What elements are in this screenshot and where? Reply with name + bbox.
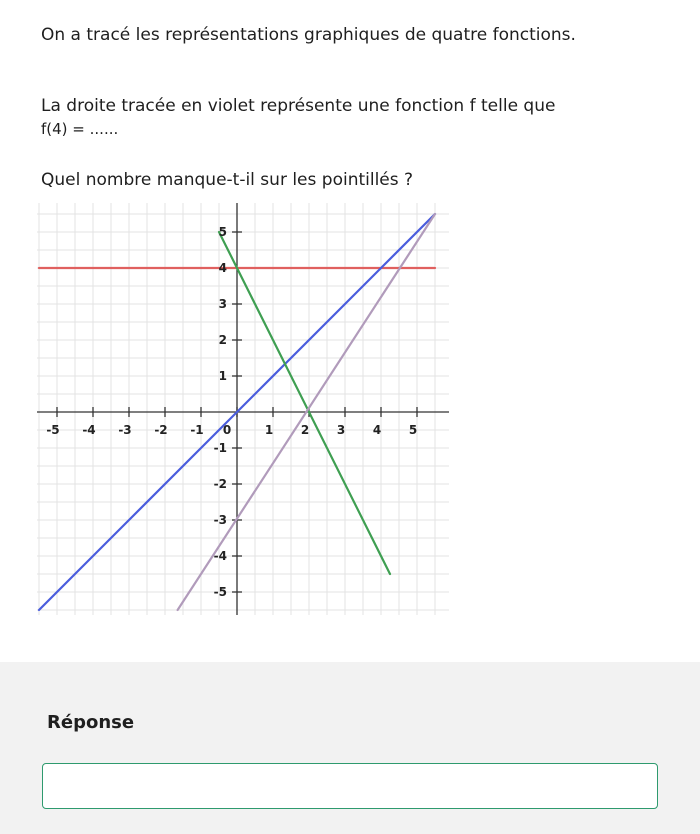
x-tick-label: 0: [222, 423, 232, 437]
y-tick-label: -3: [213, 513, 227, 527]
graph-axes: [37, 203, 449, 615]
x-tick-label: -2: [154, 423, 168, 437]
answer-title: Réponse: [47, 712, 135, 733]
y-tick-label: -4: [213, 549, 227, 563]
answer-section: [0, 662, 700, 834]
equation-blank: ......: [89, 120, 119, 138]
question-prompt: Quel nombre manque-t-il sur les pointillés ?: [41, 170, 414, 190]
question-statement: [41, 95, 661, 141]
y-tick-label: 3: [218, 297, 227, 311]
x-tick-label: 2: [300, 423, 310, 437]
equation-lhs: f(4) =: [41, 120, 90, 138]
answer-input[interactable]: [42, 763, 658, 809]
graph-grid: [37, 203, 449, 615]
function-graph: [37, 203, 449, 615]
y-tick-label: -5: [213, 585, 227, 599]
x-tick-label: 1: [264, 423, 274, 437]
y-tick-label: 4: [218, 261, 227, 275]
x-tick-label: -4: [82, 423, 96, 437]
y-tick-label: 1: [218, 369, 227, 383]
x-tick-label: -1: [190, 423, 204, 437]
x-tick-label: 4: [372, 423, 382, 437]
x-tick-label: 3: [336, 423, 346, 437]
x-tick-label: -5: [46, 423, 60, 437]
x-tick-label: -3: [118, 423, 132, 437]
y-tick-label: -2: [213, 477, 227, 491]
statement-text: La droite tracée en violet représente une fonction f telle que: [41, 96, 556, 116]
x-tick-label: 5: [408, 423, 418, 437]
y-tick-label: 5: [218, 225, 227, 239]
y-tick-label: -1: [213, 441, 227, 455]
y-tick-label: 2: [218, 333, 227, 347]
question-intro: On a tracé les représentations graphiques de quatre fonctions.: [41, 25, 576, 45]
